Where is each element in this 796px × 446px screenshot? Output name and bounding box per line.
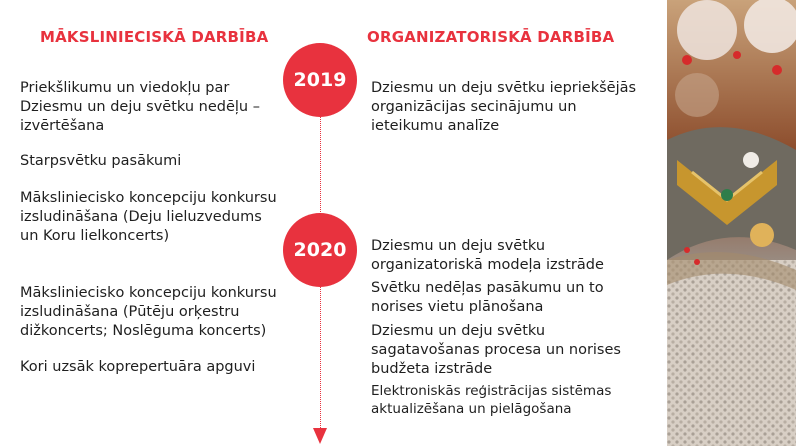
year-marker-2019: 2019 — [283, 43, 357, 117]
right-item: Elektroniskās reģistrācijas sistēmas aktualizēšana un pielāgošana — [371, 383, 612, 417]
year-marker-2020: 2020 — [283, 213, 357, 287]
left-item: Priekšlikumu un viedokļu par Dziesmu un deju svētku nedēļu – izvērtēšana — [20, 80, 260, 134]
artistic-activity-header: MĀKSLINIECISKĀ DARBĪBA — [40, 28, 269, 46]
organizational-activity-header: ORGANIZATORISKĀ DARBĪBA — [367, 28, 615, 46]
left-item: Mākslinieciskо koncepciju konkursu izsludināšana (Deju lieluzvedums un Koru lielkoncerts) — [20, 190, 277, 244]
right-item: Dziesmu un deju svētku iepriekšējās organizācijas secinājumu un ieteikumu analīze — [371, 80, 637, 134]
timeline-arrow-icon — [313, 428, 327, 444]
folk-costume-photo — [667, 0, 796, 446]
right-item: Svētku nedēļas pasākumu un to norises vietu plānošana — [371, 280, 604, 315]
right-item: Dziesmu un deju svētku organizatoriskā modeļa izstrāde — [371, 238, 604, 273]
right-item: Dziesmu un deju svētku sagatavošanas procesa un norises budžeta izstrāde — [371, 323, 621, 377]
left-item: Kori uzsāk koprepertuāra apguvi — [20, 359, 256, 375]
left-item: Mākslinieciskо koncepciju konkursu izsludināšana (Pūtēju orķestru dižkoncerts; Noslēguma koncerts) — [20, 285, 277, 339]
left-item: Starpsvētku pasākumi — [20, 153, 182, 169]
